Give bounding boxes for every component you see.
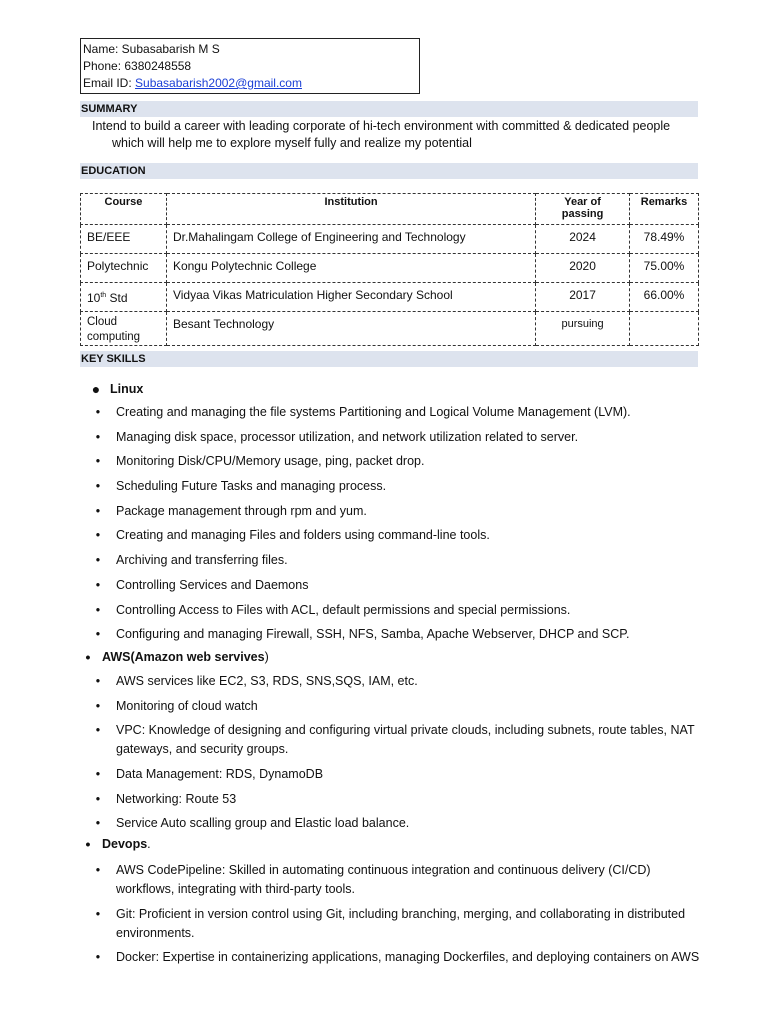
list-item-text: Git: Proficient in version control using Git, including branching, merging, and collaborating in distributed environments.	[116, 906, 686, 940]
cell-course: Polytechnic	[81, 254, 167, 283]
bullet-icon: •	[95, 673, 101, 688]
list-item	[80, 502, 700, 521]
cell-year: 2017	[536, 283, 630, 312]
list-item	[80, 526, 700, 545]
summary-text	[92, 118, 702, 152]
list-item-text: VPC: Knowledge of designing and configuring virtual private clouds, including subnets, route tables, NAT gateways, and security groups.	[116, 723, 695, 757]
bullet-icon: •	[85, 648, 91, 665]
table-row	[81, 225, 699, 254]
list-item-text: Controlling Access to Files with ACL, default permissions and special permissions.	[116, 602, 571, 617]
cell-remarks: 75.00%	[630, 254, 699, 283]
aws-list	[80, 672, 700, 833]
list-item	[80, 551, 700, 570]
list-item	[80, 625, 700, 644]
list-item-text: Data Management: RDS, DynamoDB	[116, 766, 324, 781]
list-item	[80, 790, 700, 809]
devops-title-suffix: .	[147, 837, 151, 851]
education-table	[80, 193, 699, 346]
list-item-text: Archiving and transferring files.	[116, 553, 288, 568]
list-item	[80, 601, 700, 620]
linux-list	[80, 403, 700, 644]
bullet-icon: •	[95, 791, 101, 806]
contact-box	[80, 38, 420, 94]
course-superscript: th	[100, 292, 107, 299]
course-line-1: Cloud	[87, 316, 118, 328]
contact-name: Name: Subasabarish M S	[83, 42, 220, 56]
list-item	[80, 861, 700, 899]
list-item-text: Creating and managing Files and folders using command-line tools.	[116, 528, 490, 543]
devops-list	[80, 861, 700, 967]
bullet-icon: •	[95, 405, 101, 419]
bullet-icon: •	[95, 553, 101, 568]
bullet-icon: •	[95, 602, 101, 617]
cell-year: 2020	[536, 254, 630, 283]
table-row	[81, 283, 699, 312]
list-item	[80, 403, 700, 422]
list-item-text: Package management through rpm and yum.	[116, 503, 367, 518]
cell-year: 2024	[536, 225, 630, 254]
email-link[interactable]: Subasabarish2002@gmail.com	[135, 76, 302, 90]
cell-institution: Vidyaa Vikas Matriculation Higher Secondary School	[166, 283, 535, 312]
bullet-icon: •	[95, 723, 101, 738]
cell-remarks: 78.49%	[630, 225, 699, 254]
summary-line-2: which will help me to explore myself fully and realize my potential	[112, 136, 472, 150]
devops-title	[74, 833, 700, 855]
header-course: Course	[81, 194, 167, 225]
key-skills-heading: KEY SKILLS	[80, 351, 698, 367]
list-item	[80, 814, 700, 833]
linux-title-text: Linux	[110, 382, 144, 396]
list-item	[80, 477, 700, 496]
linux-title	[80, 378, 700, 400]
bullet-icon: •	[95, 863, 101, 877]
aws-title-suffix: )	[264, 649, 269, 664]
list-item	[80, 721, 700, 759]
bullet-icon: •	[95, 766, 101, 781]
summary-line-1: Intend to build a career with leading corporate of hi-tech environment with committed & dedicated people	[92, 119, 671, 133]
cell-institution: Besant Technology	[166, 312, 535, 346]
bullet-icon: •	[95, 429, 101, 444]
table-header-row	[81, 194, 699, 225]
list-item-text: AWS services like EC2, S3, RDS, SNS,SQS, IAM, etc.	[116, 673, 418, 688]
list-item-text: Networking: Route 53	[116, 791, 237, 806]
list-item	[80, 428, 700, 447]
list-item-text: AWS CodePipeline: Skilled in automating continuous integration and continuous delivery (CI/CD) workflows, integrating with third-party tools.	[116, 863, 651, 896]
cell-course	[81, 312, 167, 346]
summary-heading: SUMMARY	[80, 101, 698, 117]
course-number: 10	[87, 291, 101, 305]
table-row	[81, 312, 699, 346]
header-institution: Institution	[166, 194, 535, 225]
bullet-icon: •	[95, 503, 101, 518]
cell-course: BE/EEE	[81, 225, 167, 254]
course-line-2: computing	[87, 331, 141, 343]
key-skills	[80, 378, 700, 973]
aws-title-text: AWS(Amazon web servives	[102, 649, 265, 664]
list-item	[80, 452, 700, 471]
header-remarks: Remarks	[630, 194, 699, 225]
contact-email-row	[83, 75, 417, 92]
aws-title	[74, 646, 700, 668]
bullet-icon: •	[95, 906, 101, 921]
devops-title-text: Devops	[102, 837, 148, 851]
cell-institution: Dr.Mahalingam College of Engineering and Technology	[166, 225, 535, 254]
header-year: Year of passing	[536, 194, 630, 225]
list-item	[80, 697, 700, 716]
bullet-icon: •	[95, 950, 101, 965]
bullet-icon: ●	[91, 381, 101, 397]
list-item-text: Service Auto scalling group and Elastic load balance.	[116, 816, 410, 831]
list-item	[80, 576, 700, 595]
list-item	[80, 905, 700, 943]
bullet-icon: •	[95, 577, 101, 592]
list-item	[80, 948, 700, 967]
bullet-icon: •	[95, 454, 101, 469]
list-item-text: Configuring and managing Firewall, SSH, NFS, Samba, Apache Webserver, DHCP and SCP.	[116, 627, 630, 642]
list-item-text: Managing disk space, processor utilization, and network utilization related to server.	[116, 429, 579, 444]
cell-institution: Kongu Polytechnic College	[166, 254, 535, 283]
education-heading: EDUCATION	[80, 163, 698, 179]
bullet-icon: •	[95, 698, 101, 713]
list-item	[80, 672, 700, 691]
cell-remarks	[630, 312, 699, 346]
list-item-text: Docker: Expertise in containerizing applications, managing Dockerfiles, and deploying containers on AWS	[116, 950, 700, 965]
course-rest: Std	[106, 291, 128, 305]
bullet-icon: •	[85, 836, 91, 852]
cell-year: pursuing	[536, 312, 630, 346]
list-item-text: Monitoring Disk/CPU/Memory usage, ping, packet drop.	[116, 454, 425, 469]
bullet-icon: •	[95, 479, 101, 494]
list-item-text: Creating and managing the file systems Partitioning and Logical Volume Management (LVM).	[116, 405, 631, 419]
email-label: Email ID:	[83, 76, 136, 90]
list-item-text: Controlling Services and Daemons	[116, 577, 309, 592]
cell-remarks: 66.00%	[630, 283, 699, 312]
bullet-icon: •	[95, 627, 101, 642]
table-row	[81, 254, 699, 283]
list-item-text: Scheduling Future Tasks and managing process.	[116, 479, 387, 494]
list-item-text: Monitoring of cloud watch	[116, 698, 258, 713]
contact-phone: Phone: 6380248558	[83, 59, 192, 73]
list-item	[80, 765, 700, 784]
bullet-icon: •	[95, 816, 101, 831]
cell-course	[81, 283, 167, 312]
bullet-icon: •	[95, 528, 101, 543]
